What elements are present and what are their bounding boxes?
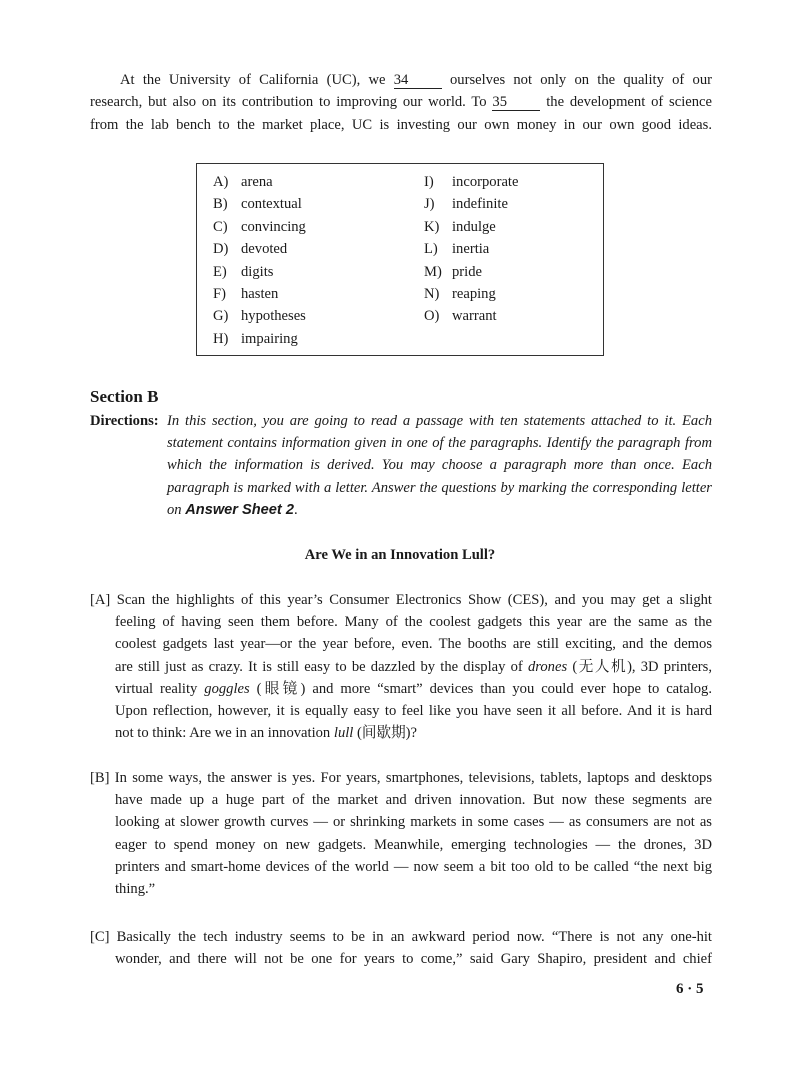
blank-34: 34 (394, 73, 442, 89)
section-heading: Section B (90, 387, 159, 406)
paragraph-a-line: not to think: Are we in an innovation lull (间歇期)? (115, 725, 417, 741)
paragraph-b-line: printers and smart-home devices of the world — now seem a bit too old to be called “the next big (115, 858, 712, 875)
option-key: H) (213, 330, 229, 347)
paragraph-a-line: coolest gadgets last year—or the year before, even. The booths are still exciting, and the demos (115, 636, 712, 652)
paragraph-b-line: looking at slower growth curves — or shrinking markets in some cases — as consumers are not as (115, 814, 712, 831)
option-word: inertia (452, 241, 490, 258)
paragraph-a-line: are still just as crazy. It is still easy to be dazzled by the display of drones (无人机), 3D printers, (115, 659, 712, 675)
option-word: incorporate (452, 174, 519, 190)
option-key: L) (424, 241, 438, 258)
option-word: arena (241, 174, 273, 190)
directions-label: Directions: (90, 413, 159, 429)
directions-line: In this section, you are going to read a passage with ten statements attached to it. Each (167, 413, 712, 429)
option-word: impairing (241, 330, 298, 347)
option-word: warrant (452, 308, 497, 325)
directions-line: paragraph is marked with a letter. Answer the questions by marking the corresponding letter (167, 480, 712, 496)
option-word: hypotheses (241, 308, 306, 325)
option-word: reaping (452, 286, 496, 302)
option-word: hasten (241, 286, 279, 302)
option-key: F) (213, 286, 226, 302)
option-word: convincing (241, 218, 306, 235)
option-key: G) (213, 308, 229, 325)
directions-line: on Answer Sheet 2. (167, 502, 298, 518)
intro-text: research, but also on its contribution to improving our world. To (90, 94, 487, 110)
paragraph-c-line: [C] Basically the tech industry seems to be in an awkward period now. “There is not any one-hit (90, 929, 712, 945)
intro-text: At the University of California (UC), we (120, 72, 386, 88)
option-key: B) (213, 196, 228, 213)
intro-line-3: from the lab bench to the market place, UC is investing our own money in our own good ideas. (90, 117, 712, 133)
option-key: M) (424, 263, 442, 280)
directions-line: statement contains information given in one of the paragraphs. Identify the paragraph from (167, 435, 712, 451)
option-key: A) (213, 174, 229, 190)
option-word: digits (241, 263, 274, 280)
directions-line: which the information is derived. You may choose a paragraph more than once. Each (167, 457, 712, 473)
paragraph-a-line: virtual reality goggles (眼镜) and more “smart” devices than you could ever hope to catalog. (115, 681, 712, 697)
option-key: N) (424, 286, 440, 302)
passage-title: Are We in an Innovation Lull? (304, 547, 496, 563)
option-key: K) (424, 218, 440, 235)
option-key: O) (424, 308, 440, 325)
intro-text: the development of science (546, 94, 712, 110)
intro-text: ourselves not only on the quality of our (450, 72, 712, 88)
option-word: indulge (452, 218, 496, 235)
word-bank-box (196, 163, 604, 356)
option-key: J) (424, 196, 435, 213)
option-word: devoted (241, 241, 288, 258)
option-word: indefinite (452, 196, 508, 213)
option-word: contextual (241, 196, 302, 213)
paragraph-b-line: thing.” (115, 881, 156, 897)
option-key: I) (424, 174, 434, 190)
paragraph-a-line: Upon reflection, however, it is equally easy to feel like you have seen it all before. And it is hard (115, 703, 712, 719)
paragraph-c-line: wonder, and there will not be one for years to come,” said Gary Shapiro, president and chief (115, 951, 712, 968)
page-number: 6 · 5 (676, 981, 704, 997)
intro-line-1 (120, 70, 712, 90)
intro-line-2 (90, 92, 712, 112)
paragraph-b-line: eager to spend money on new gadgets. Meanwhile, emerging technologies — the drones, 3D (115, 836, 712, 853)
answer-sheet-label: Answer Sheet 2 (185, 502, 294, 518)
paragraph-b-line: [B] In some ways, the answer is yes. For years, smartphones, televisions, tablets, laptops and desktops (90, 770, 712, 786)
paragraph-a-line: [A] Scan the highlights of this year’s Consumer Electronics Show (CES), and you may get a slight (90, 592, 712, 608)
option-key: E) (213, 263, 227, 280)
paragraph-a-line: feeling of having seen them before. Many of the coolest gadgets this year are the same as the (115, 614, 712, 630)
paragraph-b-line: have made up a huge part of the market and driven innovation. But now these segments are (115, 792, 712, 809)
option-key: C) (213, 218, 228, 235)
option-key: D) (213, 241, 229, 258)
blank-35: 35 (492, 95, 540, 111)
option-word: pride (452, 263, 482, 280)
